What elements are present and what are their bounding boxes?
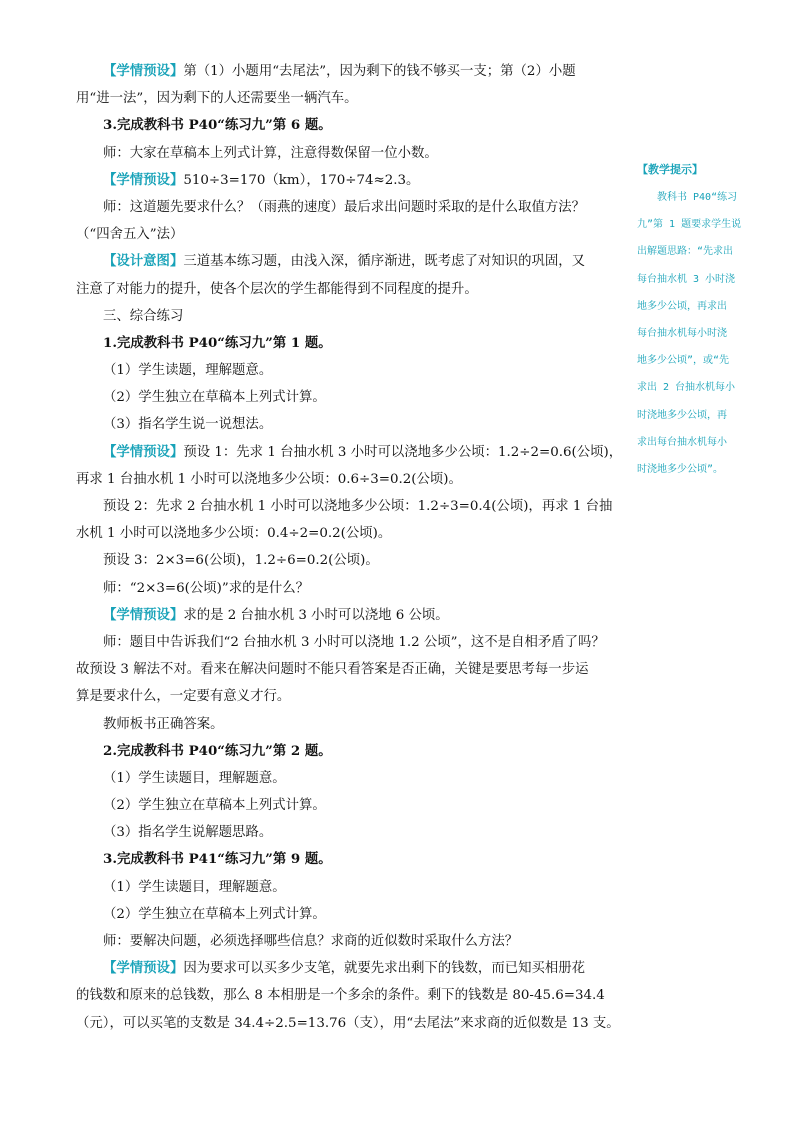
text-line <box>76 575 618 602</box>
section-tag: 【学情预设】 <box>103 443 184 460</box>
line-text: 求的是 2 台抽水机 3 小时可以浇地 6 公顷。 <box>183 607 449 623</box>
teaching-tip-line: 九”第 1 题要求学生说 <box>637 219 742 231</box>
text-line <box>76 629 618 656</box>
text-line <box>76 901 618 928</box>
text-line <box>76 248 618 275</box>
teaching-tip-sidebar <box>637 156 757 483</box>
text-line <box>76 928 618 955</box>
text-line <box>76 221 618 248</box>
section-tag: 【学情预设】 <box>103 63 184 79</box>
line-text: 师：这道题先要求什么？（雨燕的速度）最后求出问题时采取的是什么取值方法？ <box>103 199 586 215</box>
line-text: （3）指名学生说解题思路。 <box>103 825 273 841</box>
text-line <box>76 602 618 629</box>
text-line <box>76 466 618 493</box>
text-line <box>76 656 618 683</box>
line-text: 故预设 3 解法不对。看来在解决问题时不能只看答案是否正确，关键是要思考每一步运 <box>76 662 589 678</box>
text-line <box>76 765 618 792</box>
teaching-tip-line: 地多少公顷”，或“先 <box>637 355 730 367</box>
line-text: 第（1）小题用“去尾法”，因为剩下的钱不够买一支；第（2）小题 <box>183 64 576 79</box>
text-line <box>76 439 623 466</box>
line-text: 用“进一法”，因为剩下的人还需要坐一辆汽车。 <box>76 91 358 107</box>
line-text: 预设 3：2×3=6(公顷)，1.2÷6=0.2(公顷)。 <box>103 553 379 569</box>
line-text: 再求 1 台抽水机 1 小时可以浇地多少公顷：0.6÷3=0.2(公顷)。 <box>76 471 462 487</box>
text-line <box>76 520 618 547</box>
teaching-tip-title: 【教学提示】 <box>637 163 703 176</box>
text-line <box>76 276 618 303</box>
line-text: 因为要求可以买多少支笔，就要先求出剩下的钱数，而已知买相册花 <box>183 961 586 977</box>
line-text: 预设 1：先求 1 台抽水机 3 小时可以浇地多少公顷：1.2÷2=0.6(公顷)， <box>183 444 623 460</box>
text-line <box>76 982 618 1009</box>
line-text: 三、综合练习 <box>103 308 184 324</box>
text-line <box>76 112 618 139</box>
text-line <box>76 846 618 873</box>
line-text: （3）指名学生说一说想法。 <box>103 417 273 433</box>
line-text: 水机 1 小时可以浇地多少公顷：0.4÷2=0.2(公顷)。 <box>76 526 392 542</box>
text-line <box>76 1010 618 1037</box>
line-text: 510÷3=170（km），170÷74≈2.3。 <box>183 172 420 188</box>
line-text: 师：大家在草稿本上列式计算，注意得数保留一位小数。 <box>103 145 438 161</box>
line-text: 预设 2：先求 2 台抽水机 1 小时可以浇地多少公顷：1.2÷3=0.4(公顷)，再求 1 台抽 <box>103 499 613 514</box>
text-line <box>76 493 618 520</box>
line-text: 3.完成教科书 P40“练习九”第 6 题。 <box>103 117 332 134</box>
text-line <box>76 303 618 330</box>
teaching-tip-line: 时浇地多少公顷”。 <box>637 464 724 476</box>
text-line <box>76 140 618 167</box>
line-text: （2）学生独立在草稿本上列式计算。 <box>103 906 326 922</box>
section-tag: 【设计意图】 <box>103 253 184 270</box>
line-text: 师：要解决问题，必须选择哪些信息？求商的近似数时采取什么方法？ <box>103 934 519 949</box>
teaching-tip-content <box>637 184 757 483</box>
text-line <box>76 357 618 384</box>
line-text: （“四舍五入”法） <box>76 227 184 243</box>
text-line <box>76 819 618 846</box>
line-text: （2）学生独立在草稿本上列式计算。 <box>103 798 326 814</box>
line-text: 师：题目中告诉我们“2 台抽水机 3 小时可以浇地 1.2 公顷”，这不是自相矛盾了吗？ <box>103 634 605 650</box>
line-text: （2）学生独立在草稿本上列式计算。 <box>103 390 326 406</box>
text-line <box>76 711 618 738</box>
line-text: 的钱数和原来的总钱数，那么 8 本相册是一个多余的条件。剩下的钱数是 80-45.6=34.4 <box>76 988 605 1004</box>
text-line <box>76 330 618 357</box>
text-line <box>76 384 618 411</box>
line-text: （1）学生读题目，理解题意。 <box>103 879 286 895</box>
lesson-body <box>76 58 623 1037</box>
text-line <box>76 58 618 85</box>
line-text: （1）学生读题，理解题意。 <box>103 363 273 379</box>
text-line <box>76 874 618 901</box>
teaching-tip-line: 地多少公顷，再求出 <box>637 300 727 312</box>
teaching-tip-line: 每台抽水机 3 小时浇 <box>637 273 736 285</box>
section-tag: 【学情预设】 <box>103 606 184 623</box>
teaching-tip-line: 教科书 P40“练习 <box>657 192 738 203</box>
line-text: 师：“2×3=6(公顷)”求的是什么？ <box>103 580 310 596</box>
text-line <box>76 547 618 574</box>
teaching-tip-line: 求出每台抽水机每小 <box>637 436 727 448</box>
text-line <box>76 683 618 710</box>
teaching-tip-line: 求出 2 台抽水机每小 <box>637 382 736 394</box>
line-text: 三道基本练习题，由浅入深，循序渐进，既考虑了对知识的巩固，又 <box>183 254 586 270</box>
section-tag: 【学情预设】 <box>103 960 184 977</box>
text-line <box>76 85 618 112</box>
line-text: 2.完成教科书 P40“练习九”第 2 题。 <box>103 742 332 759</box>
line-text: 算是要求什么，一定要有意义才行。 <box>76 689 291 705</box>
text-line <box>76 792 618 819</box>
text-line <box>76 738 618 765</box>
text-line <box>76 167 618 194</box>
text-line <box>76 955 618 982</box>
teaching-tip-line: 出解题思路：“先求出 <box>637 246 734 258</box>
line-text: 1.完成教科书 P40“练习九”第 1 题。 <box>103 334 332 351</box>
line-text: （1）学生读题目，理解题意。 <box>103 770 286 786</box>
text-line <box>76 194 618 221</box>
line-text: （元），可以买笔的支数是 34.4÷2.5=13.76（支），用“去尾法”来求商的近似数是 13 支。 <box>76 1015 620 1031</box>
section-tag: 【学情预设】 <box>103 171 184 188</box>
teaching-tip-line: 每台抽水机每小时浇 <box>637 328 727 340</box>
line-text: 3.完成教科书 P41“练习九”第 9 题。 <box>103 851 332 868</box>
teaching-tip-line: 时浇地多少公顷，再 <box>637 409 727 421</box>
line-text: 教师板书正确答案。 <box>103 716 224 732</box>
text-line <box>76 411 618 438</box>
line-text: 注意了对能力的提升，使各个层次的学生都能得到不同程度的提升。 <box>76 281 478 297</box>
